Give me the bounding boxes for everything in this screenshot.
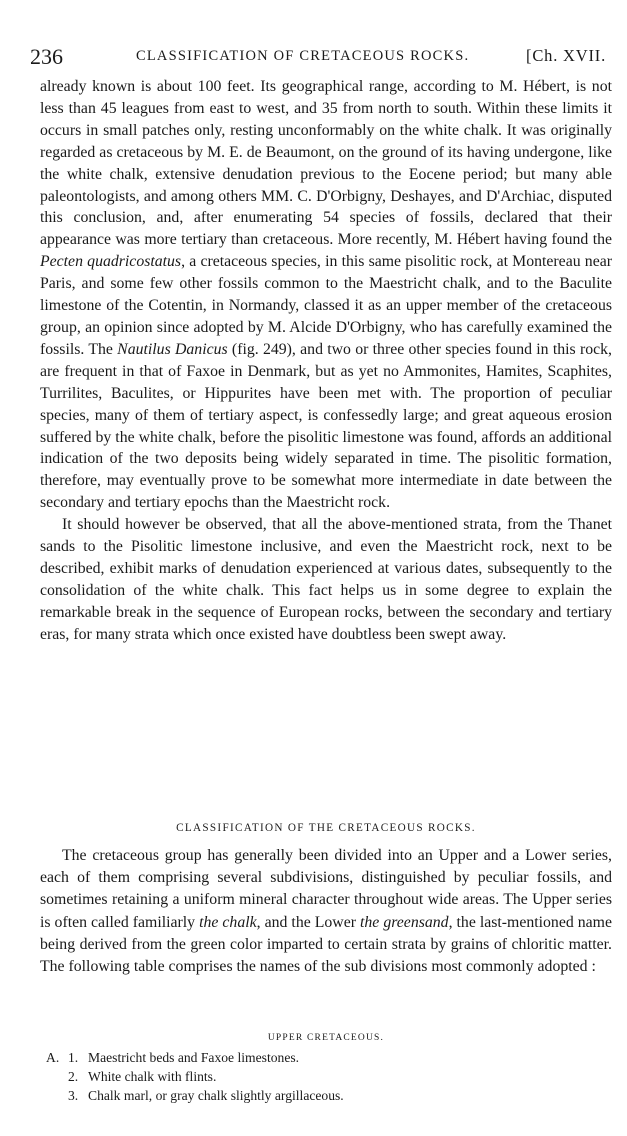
- running-head: [30, 44, 608, 70]
- body-text: [40, 76, 612, 646]
- item-number: 2.: [68, 1069, 79, 1084]
- section-text: [40, 845, 612, 978]
- page-number: 236: [30, 44, 63, 69]
- table-heading: UPPER CRETACEOUS.: [267, 1033, 385, 1043]
- section-heading: CLASSIFICATION OF THE CRETACEOUS ROCKS.: [176, 822, 476, 834]
- text-run: , and the Lower: [256, 913, 361, 931]
- item-text: Maestricht beds and Faxoe limestones.: [88, 1050, 300, 1065]
- term-greensand: the greensand: [360, 913, 449, 931]
- text-run: (fig. 249), and two or three other species found in this rock, are frequent in that of Faxoe in Denmark, but as yet no Ammonites, Hamites, Scaphites, Turrilites, Baculites, or Hippurites have been met with. The proportion of peculiar species, many of them of tertiary aspect, is confessedly large; and great aqueous erosion suffered by the white chalk, before the pisolitic limestone was found, affords an additional indication of the two deposits being widely separated in time. The pisolitic formation, therefore, may eventually prove to be somewhat more intermediate in date between the secondary and tertiary epochs than the Maestricht rock.: [40, 340, 612, 512]
- species-name: Nautilus Danicus: [117, 340, 228, 358]
- text-run: , the last-mentioned name being derived from the green color imparted to certain strata by grains of chloritic matter. The following table comprises the names of the sub divisions most commonly adopted :: [40, 913, 612, 976]
- paragraph-denudation: It should however be observed, that all the above-mentioned strata, from the Thanet sands to the Pisolitic limestone inclusive, and even the Maestricht rock, next to be described, exhibit marks of denudation experienced at various dates, subsequently to the consolidation of the white chalk. This fact helps us in some degree to explain the remarkable break in the sequence of European rocks, between the secondary and tertiary eras, for many strata which once existed have doubtless been swept away.: [40, 516, 612, 643]
- text-run: already known is about 100 feet. Its geographical range, according to M. Hébert, is not less than 45 leagues from east to west, and 35 from north to south. Within these limits it occurs in small patches only, resting unconformably on the white chalk. It was originally regarded as cretaceous by M. E. de Beaumont, on the ground of its having undergone, like the white chalk, extensive denudation previous to the Eocene period; but many able paleontologists, and among others MM. C. D'Orbigny, Deshayes, and D'Archiac, disputed this conclusion, and, after enumerating 54 species of fossils, declared that their appearance was more tertiary than cretaceous. More recently, M. Hébert having found the: [40, 78, 612, 249]
- item-text: White chalk with flints.: [88, 1069, 217, 1084]
- text-run: The cretaceous group has generally been divided into an Upper and a Lower series, each of them comprising several subdivisions, distinguished by peculiar fossils, and sometimes retaining a uniform mineral character throughout wide areas. The Upper series is often called familiarly: [40, 847, 612, 931]
- paragraph-classification: [40, 845, 612, 978]
- species-name: Pecten quadricostatus: [40, 253, 182, 271]
- subdivision-list: [46, 1048, 586, 1105]
- running-title: CLASSIFICATION OF CRETACEOUS ROCKS.: [136, 48, 470, 64]
- list-item: [46, 1086, 586, 1105]
- paragraph-continued: [40, 76, 612, 514]
- item-text: Chalk marl, or gray chalk slightly argillaceous.: [88, 1088, 344, 1103]
- chapter-reference: [Ch. XVII.: [526, 46, 606, 65]
- term-chalk: the chalk: [199, 913, 257, 931]
- item-number: 3.: [68, 1088, 79, 1103]
- item-number: 1.: [68, 1050, 79, 1065]
- text-run: , a cretaceous species, in this same pisolitic rock, at Montereau near Paris, and some few other fossils common to the Maestricht chalk, and to the Baculite limestone of the Cotentin, in Normandy, classed it as an upper member of the cretaceous group, an opinion since adopted by M. Alcide D'Orbigny, who has carefully examined the fossils. The: [40, 253, 612, 358]
- list-item: [46, 1067, 586, 1086]
- group-label: A.: [46, 1050, 60, 1065]
- list-item: [46, 1048, 586, 1067]
